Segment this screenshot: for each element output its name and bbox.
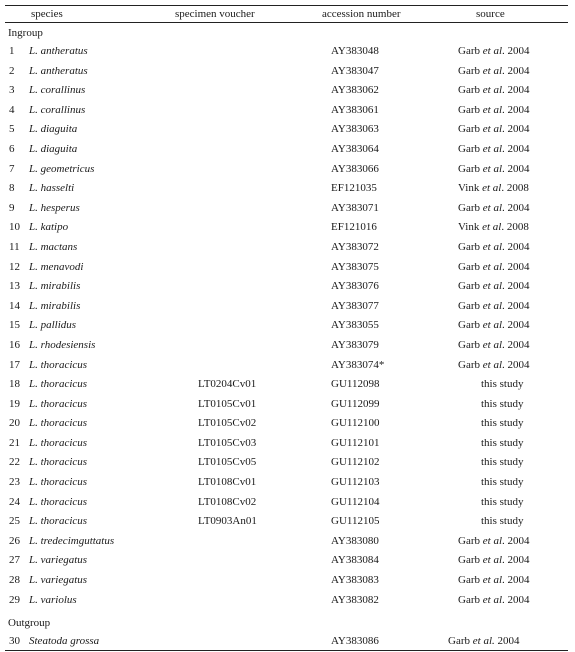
source-author: Garb (458, 554, 483, 567)
source-author: Vink (458, 182, 483, 195)
row-number: 15 (9, 319, 20, 332)
row-source: this study (481, 417, 524, 430)
source-etal: et al (482, 201, 502, 214)
row-source (458, 44, 530, 58)
header-species: species (31, 8, 63, 20)
table-header (5, 7, 568, 21)
row-accession: AY383072 (331, 240, 379, 253)
source-year: . 2004 (502, 162, 530, 175)
table-row (5, 634, 568, 648)
row-source (458, 338, 530, 352)
table-row (5, 42, 568, 62)
source-author: Garb (458, 103, 483, 116)
source-year: . 2004 (502, 593, 530, 606)
row-source: this study (481, 456, 524, 469)
source-etal: et al (482, 338, 502, 351)
row-source (458, 201, 530, 215)
row-species: L. rhodesiensis (29, 338, 96, 351)
row-number: 5 (9, 123, 15, 136)
row-number: 9 (9, 201, 15, 214)
row-accession: AY383075 (331, 260, 379, 273)
source-year: . 2004 (502, 45, 530, 57)
source-etal: et al (482, 221, 502, 234)
row-source (458, 162, 530, 176)
row-number: 21 (9, 436, 20, 449)
row-species: L. hasselti (29, 182, 75, 195)
row-species: L. hesperus (29, 201, 80, 214)
source-author: Garb (458, 201, 483, 214)
table-row (5, 591, 568, 611)
row-accession: AY383084 (331, 554, 379, 567)
row-accession: EF121016 (331, 221, 377, 234)
row-accession: AY383061 (331, 103, 379, 116)
source-author: Garb (448, 635, 473, 647)
row-voucher: LT0105Cv03 (198, 436, 257, 449)
row-species: L. variegatus (29, 574, 88, 587)
row-source (458, 220, 529, 234)
table-row (5, 160, 568, 180)
table-row (5, 512, 568, 532)
row-accession: GU112100 (331, 417, 380, 430)
row-source: this study (481, 436, 524, 449)
row-number: 17 (9, 358, 20, 371)
source-author: Garb (458, 142, 483, 155)
row-source (458, 181, 529, 195)
row-species: Steatoda grossa (29, 635, 100, 647)
source-author: Garb (458, 574, 483, 587)
source-year: . 2004 (502, 358, 530, 371)
row-accession: AY383076 (331, 280, 379, 293)
source-year: . 2004 (502, 123, 530, 136)
row-source (448, 634, 520, 648)
row-source (458, 358, 530, 372)
source-year: . 2004 (502, 260, 530, 273)
source-year: . 2004 (502, 574, 530, 587)
table-row (5, 62, 568, 82)
row-accession: GU112105 (331, 515, 380, 528)
table-row (5, 356, 568, 376)
row-accession: GU112099 (331, 397, 380, 410)
row-number: 10 (9, 221, 20, 234)
source-author: Garb (458, 162, 483, 175)
source-year: . 2008 (501, 182, 529, 195)
row-number: 1 (9, 45, 15, 57)
row-accession: AY383080 (331, 534, 379, 547)
table-row (5, 551, 568, 571)
source-etal: et al (482, 534, 502, 547)
source-author: Garb (458, 358, 483, 371)
row-number: 19 (9, 397, 20, 410)
row-number: 7 (9, 162, 15, 175)
row-number: 23 (9, 476, 20, 489)
source-year: . 2004 (502, 299, 530, 312)
row-number: 16 (9, 338, 20, 351)
table-row (5, 238, 568, 258)
row-species: L. corallinus (29, 84, 86, 97)
source-author: Garb (458, 299, 483, 312)
source-year: . 2004 (502, 84, 530, 97)
row-number: 13 (9, 280, 20, 293)
row-number: 25 (9, 515, 20, 528)
row-species: L. antheratus (29, 64, 88, 77)
header-rule (5, 22, 568, 23)
table-row (5, 258, 568, 278)
row-species: L. thoracicus (29, 515, 88, 528)
row-species: L. thoracicus (29, 456, 88, 469)
row-source: this study (481, 476, 524, 489)
source-etal: et al (482, 299, 502, 312)
row-number: 14 (9, 299, 20, 312)
row-species: L. diaguita (29, 142, 78, 155)
row-species: L. thoracicus (29, 476, 88, 489)
row-accession: GU112102 (331, 456, 380, 469)
source-year: . 2004 (502, 201, 530, 214)
row-voucher: LT0108Cv02 (198, 495, 257, 508)
source-year: . 2004 (502, 142, 530, 155)
source-year: . 2004 (502, 554, 530, 567)
source-etal: et al. (472, 635, 495, 647)
row-species: L. thoracicus (29, 397, 88, 410)
row-source (458, 299, 530, 313)
group-label-ingroup: Ingroup (8, 27, 43, 39)
header-source: source (476, 8, 505, 20)
source-year: . 2004 (502, 103, 530, 116)
row-accession: AY383064 (331, 142, 379, 155)
row-species: L. thoracicus (29, 495, 88, 508)
table-row (5, 81, 568, 101)
row-accession: GU112101 (331, 436, 380, 449)
row-accession: AY383082 (331, 593, 379, 606)
row-accession: AY383083 (331, 574, 379, 587)
row-source: this study (481, 397, 524, 410)
table-body (5, 42, 568, 610)
row-accession: AY383047 (331, 64, 379, 77)
source-author: Garb (458, 45, 483, 57)
row-voucher: LT0105Cv02 (198, 417, 257, 430)
source-author: Garb (458, 534, 483, 547)
table-row (5, 414, 568, 434)
table-row (5, 434, 568, 454)
row-number: 4 (9, 103, 15, 116)
row-species: L. menavodi (29, 260, 84, 273)
source-etal: et al (482, 260, 502, 273)
source-author: Garb (458, 64, 483, 77)
row-source (458, 64, 530, 78)
source-etal: et al (482, 142, 502, 155)
row-accession: GU112098 (331, 378, 380, 391)
row-accession: GU112103 (331, 476, 380, 489)
source-year: . 2004 (502, 64, 530, 77)
group-label-outgroup: Outgroup (8, 617, 51, 629)
row-number: 30 (9, 635, 20, 647)
row-number: 29 (9, 593, 20, 606)
table-row (5, 101, 568, 121)
source-author: Garb (458, 319, 483, 332)
row-accession: AY383048 (331, 45, 379, 57)
row-species: L. katipo (29, 221, 69, 234)
source-year: 2004 (494, 635, 520, 647)
row-species: L. thoracicus (29, 436, 88, 449)
row-source (458, 83, 530, 97)
source-year: . 2004 (502, 240, 530, 253)
source-author: Vink (458, 221, 483, 234)
bottom-rule (5, 650, 568, 651)
row-accession: EF121035 (331, 182, 377, 195)
row-accession: AY383077 (331, 299, 379, 312)
row-accession: AY383066 (331, 162, 379, 175)
row-species: L. variolus (29, 593, 77, 606)
row-number: 8 (9, 182, 15, 195)
row-species: L. pallidus (29, 319, 77, 332)
row-species: L. corallinus (29, 103, 86, 116)
table-row (5, 453, 568, 473)
table-row (5, 395, 568, 415)
row-number: 18 (9, 378, 20, 391)
row-accession: AY383086 (331, 635, 379, 647)
source-year: . 2004 (502, 319, 530, 332)
source-author: Garb (458, 593, 483, 606)
row-source (458, 142, 530, 156)
row-voucher: LT0105Cv01 (198, 397, 257, 410)
row-accession: AY383071 (331, 201, 379, 214)
source-year: . 2004 (502, 534, 530, 547)
row-species: L. thoracicus (29, 417, 88, 430)
table-row (5, 336, 568, 356)
row-accession: AY383062 (331, 84, 379, 97)
source-etal: et al (482, 593, 502, 606)
source-etal: et al (482, 103, 502, 116)
source-etal: et al (482, 240, 502, 253)
row-species: L. diaguita (29, 123, 78, 136)
row-accession: AY383055 (331, 319, 379, 332)
source-etal: et al (482, 64, 502, 77)
source-author: Garb (458, 123, 483, 136)
header-voucher: specimen voucher (175, 8, 255, 20)
row-source: this study (481, 515, 524, 528)
row-number: 20 (9, 417, 20, 430)
row-accession: GU112104 (331, 495, 380, 508)
source-author: Garb (458, 84, 483, 97)
table-row (5, 375, 568, 395)
row-number: 11 (9, 240, 20, 253)
row-source: this study (481, 378, 524, 391)
source-year: . 2004 (502, 338, 530, 351)
row-source (458, 103, 530, 117)
source-etal: et al (482, 574, 502, 587)
source-etal: et al (482, 358, 502, 371)
source-author: Garb (458, 240, 483, 253)
source-year: . 2008 (501, 221, 529, 234)
row-source (458, 553, 530, 567)
row-accession: AY383079 (331, 338, 379, 351)
row-number: 24 (9, 495, 20, 508)
row-species: L. tredecimguttatus (29, 534, 115, 547)
header-accession: accession number (322, 8, 401, 20)
row-voucher: LT0108Cv01 (198, 476, 257, 489)
row-species: L. mirabilis (29, 299, 81, 312)
row-accession: AY383074* (331, 358, 385, 371)
row-voucher: LT0105Cv05 (198, 456, 257, 469)
row-number: 3 (9, 84, 15, 97)
source-etal: et al (482, 162, 502, 175)
row-species: L. thoracicus (29, 378, 88, 391)
table-row (5, 316, 568, 336)
row-source (458, 534, 530, 548)
row-number: 26 (9, 534, 20, 547)
table-row (5, 297, 568, 317)
table-row (5, 218, 568, 238)
row-number: 22 (9, 456, 20, 469)
row-number: 2 (9, 64, 15, 77)
table-row (5, 493, 568, 513)
table-row (5, 199, 568, 219)
row-source (458, 240, 530, 254)
table-row (5, 120, 568, 140)
row-number: 27 (9, 554, 20, 567)
row-source (458, 593, 530, 607)
row-source (458, 279, 530, 293)
source-etal: et al (482, 319, 502, 332)
row-source (458, 573, 530, 587)
source-etal: et al (482, 45, 502, 57)
row-source (458, 318, 530, 332)
source-etal: et al (482, 182, 502, 195)
source-year: . 2004 (502, 280, 530, 293)
source-etal: et al (482, 84, 502, 97)
row-number: 12 (9, 260, 20, 273)
source-author: Garb (458, 338, 483, 351)
row-source (458, 122, 530, 136)
top-rule (5, 5, 568, 6)
row-voucher: LT0903An01 (198, 515, 257, 528)
row-number: 6 (9, 142, 15, 155)
table-row (5, 473, 568, 493)
row-species: L. thoracicus (29, 358, 88, 371)
source-etal: et al (482, 280, 502, 293)
source-author: Garb (458, 280, 483, 293)
row-number: 28 (9, 574, 20, 587)
row-accession: AY383063 (331, 123, 379, 136)
row-species: L. mactans (29, 240, 78, 253)
row-species: L. geometricus (29, 162, 95, 175)
row-species: L. antheratus (29, 45, 88, 57)
table-row (5, 179, 568, 199)
source-author: Garb (458, 260, 483, 273)
row-species: L. variegatus (29, 554, 88, 567)
row-source (458, 260, 530, 274)
source-etal: et al (482, 123, 502, 136)
table-row (5, 532, 568, 552)
row-species: L. mirabilis (29, 280, 81, 293)
row-voucher: LT0204Cv01 (198, 378, 257, 391)
source-etal: et al (482, 554, 502, 567)
table-row (5, 571, 568, 591)
table-row (5, 277, 568, 297)
table-row (5, 140, 568, 160)
row-source: this study (481, 495, 524, 508)
